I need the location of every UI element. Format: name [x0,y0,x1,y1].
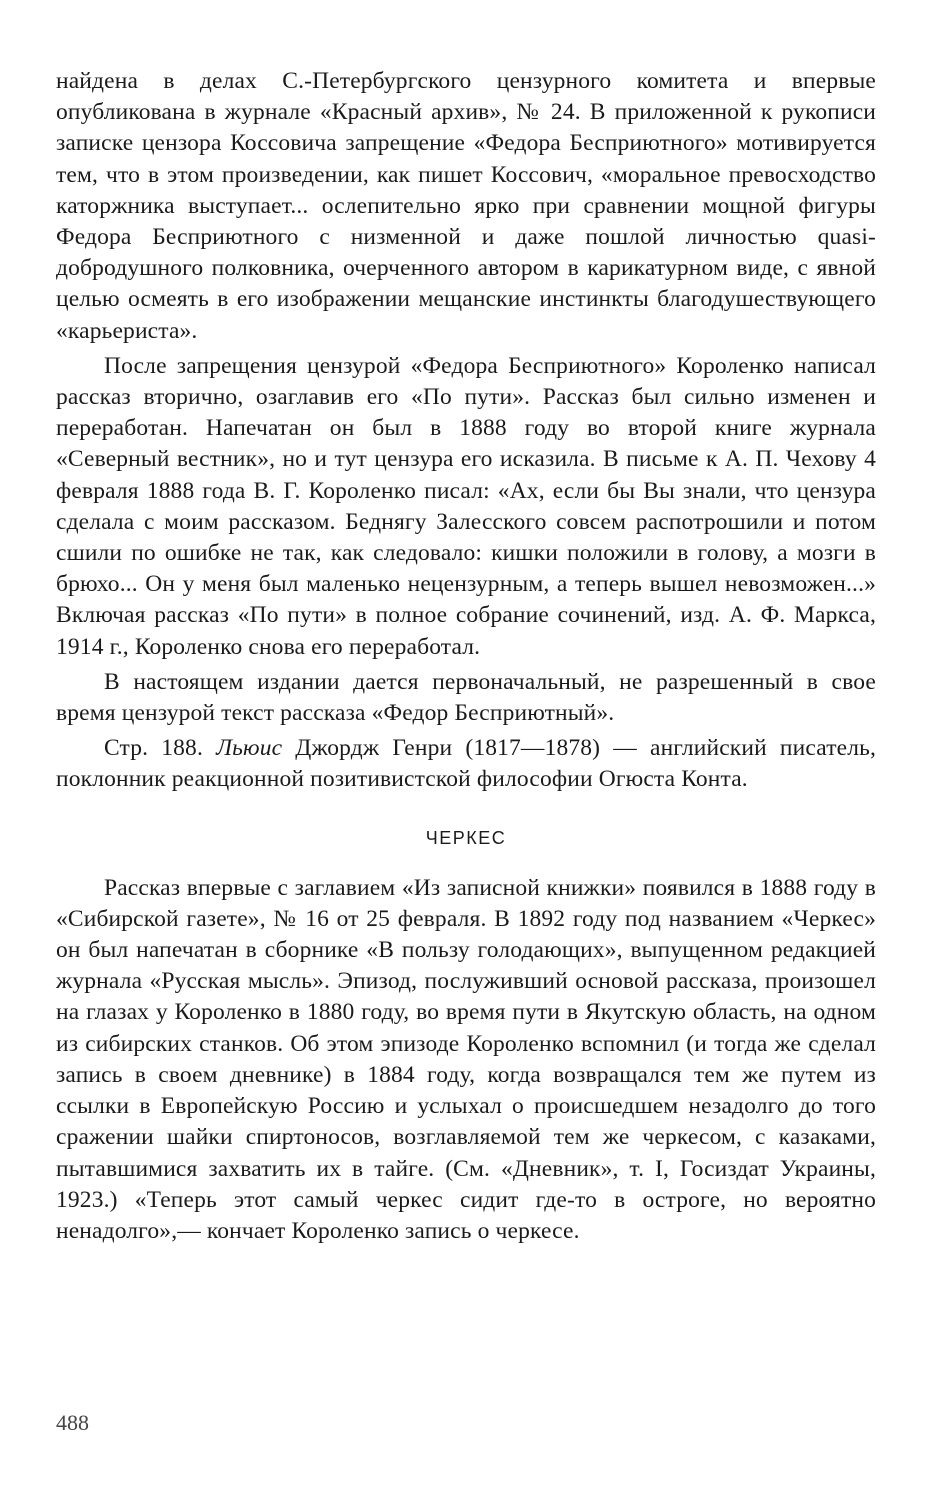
page-body [56,66,876,1247]
paragraph-censorship-rewrite: После запрещения цензурой «Федора Бесприютного» Короленко написал рассказ вторично, озаглавив его «По пути». Рассказ был сильно изменен и переработан. Напечатан он был в 1888 году во второй книге журнала «Северный вестник», но и тут цензура его исказила. В письме к А. П. Чехову 4 февраля 1888 года В. Г. Короленко писал: «Ах, если бы Вы знали, что цензура сделала с моим рассказом. Беднягу Залесского совсем распотрошили и потом сшили по ошибке не так, как следовало: кишки положили в голову, а мозги в брюхо... Он у меня был маленько нецензурным, а теперь вышел невозможен...» Включая рассказ «По пути» в полное собрание сочинений, изд. А. Ф. Маркса, 1914 г., Короленко снова его переработал. [56,352,876,660]
page-note-italic-name: Льюис [216,735,283,762]
page-note-prefix: Стр. 188. [104,735,217,762]
section-heading: ЧЕРКЕС [425,827,507,848]
paragraph-cherkes-history: Рассказ впервые с заглавием «Из записной книжки» появился в 1888 году в «Сибирской газете», № 16 от 25 февраля. В 1892 году под названием «Черкес» он был напечатан в сборнике «В пользу голодающих», выпущенном редакцией журнала «Русская мысль». Эпизод, послуживший основой рассказа, произошел на глазах у Короленко в 1880 году, во время пути в Якутскую область, на одном из сибирских станков. Об этом эпизоде Короленко вспомнил (и тогда же сделал запись в своем дневнике) в 1884 году, когда возвращался тем же путем из ссылки в Европейскую Россию и услыхал о происшедшем незадолго до того сражении шайки спиртоносов, возглавляемой тем же черкесом, с казаками, пытавшимися захватить их в тайге. (См. «Дневник», т. I, Госиздат Украины, 1923.) «Теперь этот самый черкес сидит где-то в остроге, но вероятно ненадолго»,— кончает Короленко запись о черкесе. [56,874,876,1244]
paragraph-page-note [56,733,876,795]
page-note-text: Джордж Генри (1817—1878) — английский писатель, поклонник реакционной позитивистской философии Огюста Конта. [56,735,876,793]
paragraph-continuation: найдена в делах С.-Петербургского цензурного комитета и впервые опубликована в журнале «Красный архив», № 24. В приложенной к рукописи записке цензора Коссовича запрещение «Федора Бесприютного» мотивируется тем, что в этом произведении, как пишет Коссович, «моральное превосходство каторжника выступает... ослепительно ярко при сравнении мощной фигуры Федора Бесприютного с низменной и даже пошлой личностью quasi-добродушного полковника, очерченного автором в карикатурном виде, с явной целью осмеять в его изображении мещанские инстинкты благодушествующего «карьериста». [56,68,876,344]
paragraph-edition-note: В настоящем издании дается первоначальный, не разрешенный в свое время цензурой текст рассказа «Федор Бесприютный». [56,668,876,727]
page-number: 488 [56,1410,89,1435]
